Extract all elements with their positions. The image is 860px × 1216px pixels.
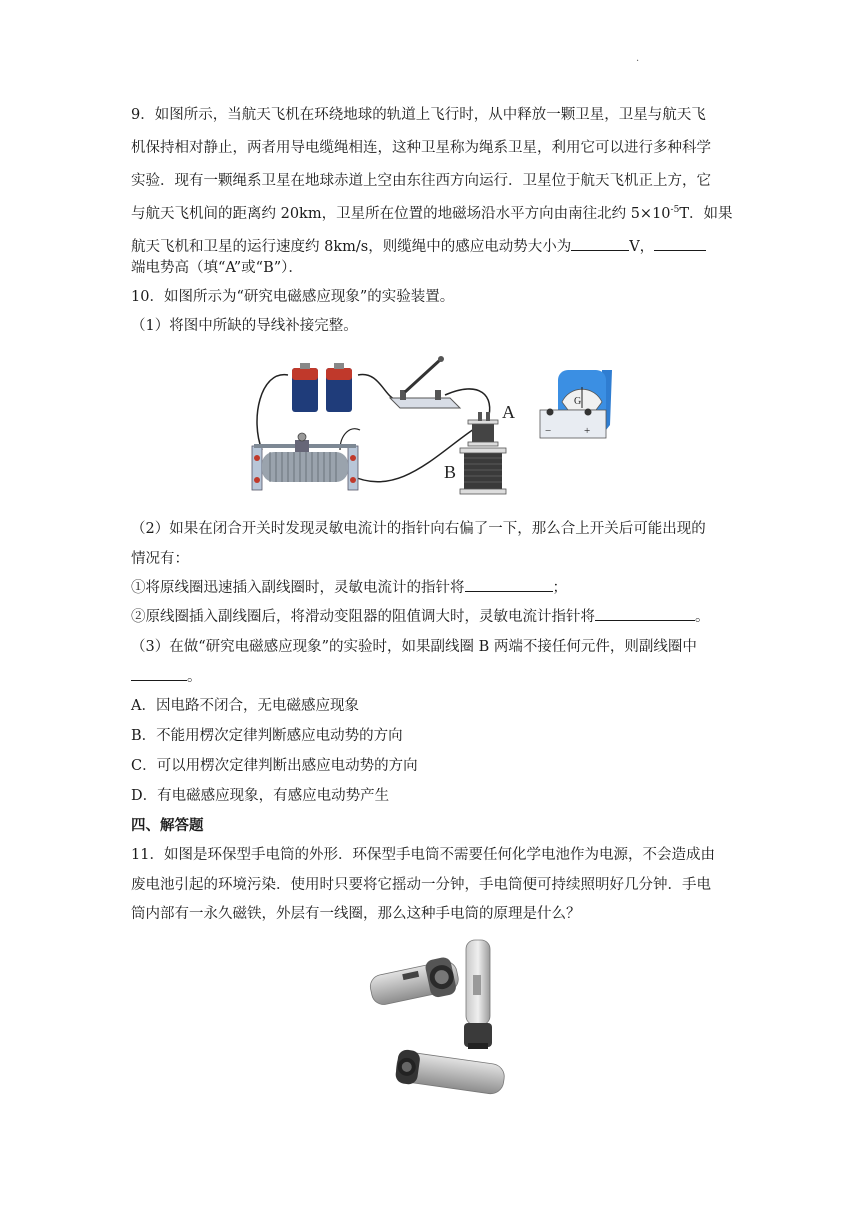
- q10-part-3-answer: [131, 665, 202, 686]
- q10-part-3-end: 。: [187, 669, 202, 685]
- q10-part-3-blank[interactable]: [131, 667, 187, 681]
- q9-exponent: -5: [670, 205, 680, 215]
- q10-item-2-blank[interactable]: [595, 607, 695, 621]
- q9-line-4-tail: T．如果: [679, 206, 733, 222]
- q10-part-2-line-2: 情况有：: [131, 551, 189, 567]
- header-mark: ·: [636, 56, 640, 67]
- galvanometer-label: G: [574, 396, 582, 407]
- q10-option-a: A．因电路不闭合，无电磁感应现象: [131, 698, 359, 714]
- q9-line-1: 9．如图所示，当航天飞机在环绕地球的轨道上飞行时，从中释放一颗卫星，卫星与航天飞: [131, 107, 706, 123]
- q10-item-1-blank[interactable]: [465, 578, 553, 592]
- q9-answer-blank-2[interactable]: [654, 237, 706, 251]
- flashlight-1: [368, 955, 461, 1010]
- wire-coil-rheostat: [350, 425, 480, 482]
- galvanometer-minus: −: [545, 425, 552, 437]
- q10-item-1-end: ；: [552, 580, 567, 596]
- q10-option-b: B．不能用楞次定律判断感应电动势的方向: [131, 728, 403, 744]
- q10-stem: 10．如图所示为“研究电磁感应现象”的实验装置。: [131, 289, 455, 305]
- q9-line-5-unit: V，: [629, 239, 655, 255]
- flashlight-2: [464, 940, 492, 1049]
- q10-option-c: C．可以用楞次定律判断出感应电动势的方向: [131, 758, 418, 774]
- sliding-rheostat: [252, 433, 358, 490]
- label-coil-b: B: [444, 462, 457, 482]
- q10-part-1: （1）将图中所缺的导线补接完整。: [131, 318, 358, 334]
- knife-switch: [390, 356, 460, 408]
- q10-option-d: D．有电磁感应现象，有感应电动势产生: [131, 788, 390, 804]
- q9-line-2: 机保持相对静止，两者用导电缆绳相连，这种卫星称为绳系卫星，利用它可以进行多种科学: [131, 140, 711, 156]
- q9-line-3: 实验．现有一颗绳系卫星在地球赤道上空由东往西方向运行．卫星位于航天飞机正上方，它: [131, 173, 711, 189]
- q9-line-4: [131, 202, 732, 223]
- q9-line-5: [131, 235, 706, 256]
- primary-coil-a: [468, 412, 498, 446]
- section-4-title: 四、解答题: [131, 818, 204, 834]
- q10-item-1: [131, 576, 567, 597]
- secondary-coil-b: [460, 448, 506, 494]
- q11-line-2: 废电池引起的环境污染．使用时只要将它摇动一分钟，手电筒便可持续照明好几分钟．手电: [131, 877, 711, 893]
- q9-answer-blank-1[interactable]: [571, 237, 629, 251]
- battery-pair: [292, 363, 352, 412]
- q10-item-2: [131, 605, 710, 626]
- q11-line-3: 筒内部有一永久磁铁，外层有一线圈，那么这种手电筒的原理是什么？: [131, 906, 581, 922]
- q10-part-2-line-1: （2）如果在闭合开关时发现灵敏电流计的指针向右偏了一下，那么合上开关后可能出现的: [131, 521, 706, 537]
- galvanometer-plus: +: [584, 425, 591, 437]
- q10-item-2-end: 。: [695, 609, 710, 625]
- q10-item-1-text: ①将原线圈迅速插入副线圈时，灵敏电流计的指针将: [131, 580, 465, 596]
- flashlight-3: [395, 1049, 507, 1098]
- q9-line-5-text: 航天飞机和卫星的运行速度约 8km/s，则缆绳中的感应电动势大小为: [131, 239, 572, 255]
- wire-battery-switch: [358, 374, 398, 400]
- q9-line-6: 端电势高（填“A”或“B”）．: [131, 260, 303, 276]
- q10-item-2-text: ②原线圈插入副线圈后，将滑动变阻器的阻值调大时，灵敏电流计指针将: [131, 609, 595, 625]
- q10-part-3: （3）在做“研究电磁感应现象”的实验时，如果副线圈 B 两端不接任何元件，则副线圈中: [131, 639, 697, 655]
- experiment-apparatus-figure: [240, 340, 620, 505]
- wire-battery-rheostat: [257, 375, 288, 450]
- q9-line-4-text: 与航天飞机间的距离约 20km，卫星所在位置的地磁场沿水平方向由南往北约 5×10: [131, 206, 671, 222]
- label-coil-a: A: [502, 402, 515, 422]
- q11-line-1: 11．如图是环保型手电筒的外形．环保型手电筒不需要任何化学电池作为电源，不会造成由: [131, 847, 715, 863]
- flashlight-photo: [368, 935, 518, 1105]
